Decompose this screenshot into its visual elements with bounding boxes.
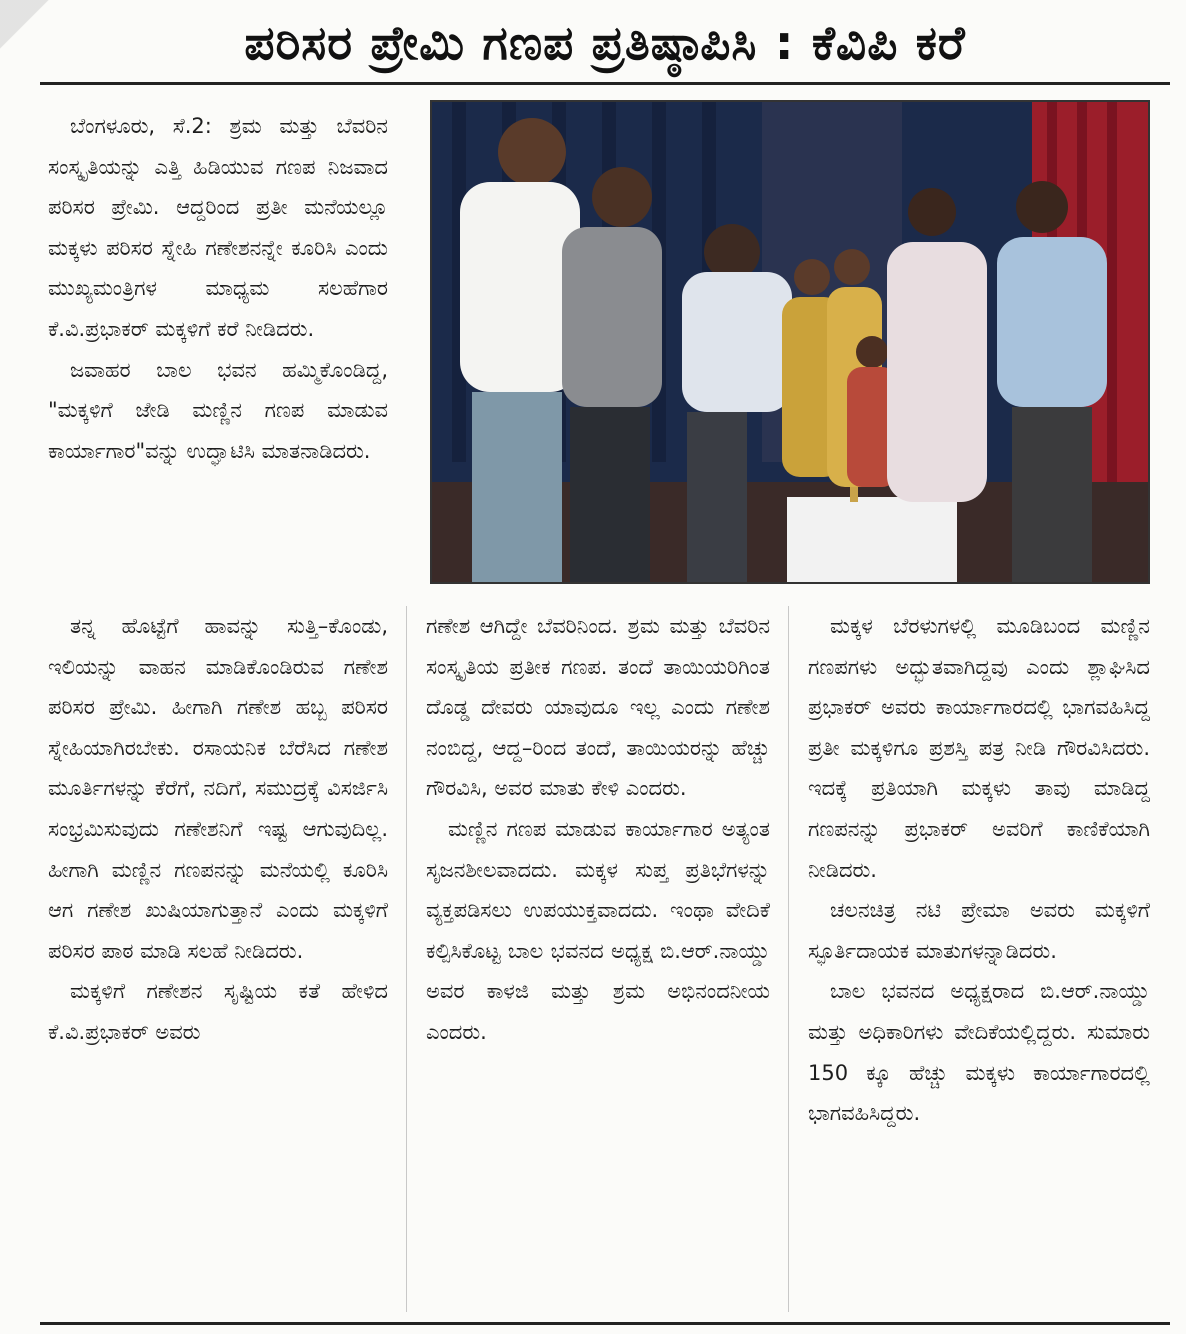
column-divider [788, 606, 789, 1312]
paragraph-6: ಮಣ್ಣಿನ ಗಣಪ ಮಾಡುವ ಕಾರ್ಯಾಗಾರ ಅತ್ಯಂತ ಸೃಜನಶೀಲವಾದದು. ಮಕ್ಕಳ ಸುಪ್ತ ಪ್ರತಿಭೆಗಳನ್ನು ವ್ಯಕ್ತಪಡಿಸಲು ಉಪಯುಕ್ತವಾದದು. ಇಂಥಾ ವೇದಿಕೆ ಕಲ್ಪಿಸಿಕೊಟ್ಟ ಬಾಲ ಭವನದ ಅಧ್ಯಕ್ಷ ಬಿ.ಆರ್.ನಾಯ್ಡು ಅವರ ಕಾಳಜಿ ಮತ್ತು ಶ್ರಮ ಅಭಿನಂದನೀಯ ಎಂದರು. [426, 816, 770, 1044]
article-column-3 [808, 606, 1150, 1312]
paragraph-7: ಮಕ್ಕಳ ಬೆರಳುಗಳಲ್ಲಿ ಮೂಡಿಬಂದ ಮಣ್ಣಿನ ಗಣಪಗಳು ಅದ್ಭುತವಾಗಿದ್ದವು ಎಂದು ಶ್ಲಾಘಿಸಿದ ಪ್ರಭಾಕರ್ ಅವರು ಕಾರ್ಯಾಗಾರದಲ್ಲಿ ಭಾಗವಹಿಸಿದ್ದ ಪ್ರತೀ ಮಕ್ಕಳಿಗೂ ಪ್ರಶಸ್ತಿ ಪತ್ರ ನೀಡಿ ಗೌರವಿಸಿದರು. ಇದಕ್ಕೆ ಪ್ರತಿಯಾಗಿ ಮಕ್ಕಳು ತಾವು ಮಾಡಿದ್ದ ಗಣಪನನ್ನು ಪ್ರಭಾಕರ್ ಅವರಿಗೆ ಕಾಣಿಕೆಯಾಗಿ ನೀಡಿದರು. [808, 614, 1150, 882]
paragraph-5: ಗಣೇಶ ಆಗಿದ್ದೇ ಬೆವರಿನಿಂದ. ಶ್ರಮ ಮತ್ತು ಬೆವರಿನ ಸಂಸ್ಕೃತಿಯ ಪ್ರತೀಕ ಗಣಪ. ತಂದೆ ತಾಯಿಯರಿಗಿಂತ ದೊಡ್ಡ ದೇವರು ಯಾವುದೂ ಇಲ್ಲ ಎಂದು ಗಣೇಶ ನಂಬಿದ್ದ, ಆದ್ದ–ರಿಂದ ತಂದೆ, ತಾಯಿಯರನ್ನು ಹೆಚ್ಚು ಗೌರವಿಸಿ, ಅವರ ಮಾತು ಕೇಳಿ ಎಂದರು. [426, 614, 770, 801]
paragraph-4: ಮಕ್ಕಳಿಗೆ ಗಣೇಶನ ಸೃಷ್ಟಿಯ ಕತೆ ಹೇಳಿದ ಕೆ.ವಿ.ಪ್ರಭಾಕರ್ ಅವರು [48, 979, 388, 1044]
headline-rule [40, 82, 1170, 85]
bottom-rule [40, 1322, 1170, 1325]
article-column-1-bottom [48, 606, 388, 1312]
paragraph-3: ತನ್ನ ಹೊಟ್ಟೆಗೆ ಹಾವನ್ನು ಸುತ್ತಿ–ಕೊಂಡು, ಇಲಿಯನ್ನು ವಾಹನ ಮಾಡಿಕೊಂಡಿರುವ ಗಣೇಶ ಪರಿಸರ ಪ್ರೇಮಿ. ಹೀಗಾಗಿ ಗಣೇಶ ಹಬ್ಬ ಪರಿಸರ ಸ್ನೇಹಿಯಾಗಿರಬೇಕು. ರಸಾಯನಿಕ ಬೆರೆಸಿದ ಗಣೇಶ ಮೂರ್ತಿಗಳನ್ನು ಕೆರೆಗೆ, ನದಿಗೆ, ಸಮುದ್ರಕ್ಕೆ ವಿಸರ್ಜಿಸಿ ಸಂಭ್ರಮಿಸುವುದು ಗಣೇಶನಿಗೆ ಇಷ್ಟ ಆಗುವುದಿಲ್ಲ. ಹೀಗಾಗಿ ಮಣ್ಣಿನ ಗಣಪನನ್ನು ಮನೆಯಲ್ಲಿ ಕೂರಿಸಿ ಆಗ ಗಣೇಶ ಖುಷಿಯಾಗುತ್ತಾನೆ ಎಂದು ಮಕ್ಕಳಿಗೆ ಪರಿಸರ ಪಾಠ ಮಾಡಿ ಸಲಹೆ ನೀಡಿದರು. [48, 614, 388, 963]
paragraph-8: ಚಲನಚಿತ್ರ ನಟಿ ಪ್ರೇಮಾ ಅವರು ಮಕ್ಕಳಿಗೆ ಸ್ಫೂರ್ತಿದಾಯಕ ಮಾತುಗಳನ್ನಾಡಿದರು. [808, 898, 1150, 963]
event-photo [430, 100, 1150, 584]
paragraph-1: ಬೆಂಗಳೂರು, ಸೆ.2: ಶ್ರಮ ಮತ್ತು ಬೆವರಿನ ಸಂಸ್ಕೃತಿಯನ್ನು ಎತ್ತಿ ಹಿಡಿಯುವ ಗಣಪ ನಿಜವಾದ ಪರಿಸರ ಪ್ರೇಮಿ. ಆದ್ದರಿಂದ ಪ್ರತೀ ಮನೆಯಲ್ಲೂ ಮಕ್ಕಳು ಪರಿಸರ ಸ್ನೇಹಿ ಗಣೇಶನನ್ನೇ ಕೂರಿಸಿ ಎಂದು ಮುಖ್ಯಮಂತ್ರಿಗಳ ಮಾಧ್ಯಮ ಸಲಹೆಗಾರ ಕೆ.ವಿ.ಪ್ರಭಾಕರ್ ಮಕ್ಕಳಿಗೆ ಕರೆ ನೀಡಿದರು. [48, 114, 388, 341]
column-divider [406, 606, 407, 1312]
article-column-2 [426, 606, 770, 1312]
paragraph-2: ಜವಾಹರ ಬಾಲ ಭವನ ಹಮ್ಮಿಕೊಂಡಿದ್ದ, "ಮಕ್ಕಳಿಗೆ ಜೇಡಿ ಮಣ್ಣಿನ ಗಣಪ ಮಾಡುವ ಕಾರ್ಯಾಗಾರ"ವನ್ನು ಉದ್ಘಾಟಿಸಿ ಮಾತನಾಡಿದರು. [48, 357, 388, 463]
headline: ಪರಿಸರ ಪ್ರೇಮಿ ಗಣಪ ಪ್ರತಿಷ್ಠಾಪಿಸಿ : ಕೆವಿಪಿ ಕರೆ [244, 16, 966, 71]
article-column-1-top [48, 106, 388, 602]
paragraph-9: ಬಾಲ ಭವನದ ಅಧ್ಯಕ್ಷರಾದ ಬಿ.ಆರ್.ನಾಯ್ಡು ಮತ್ತು ಅಧಿಕಾರಿಗಳು ವೇದಿಕೆಯಲ್ಲಿದ್ದರು. ಸುಮಾರು 150 ಕ್ಕೂ ಹೆಚ್ಚು ಮಕ್ಕಳು ಕಾರ್ಯಾಗಾರದಲ್ಲಿ ಭಾಗವಹಿಸಿದ್ದರು. [808, 979, 1150, 1126]
